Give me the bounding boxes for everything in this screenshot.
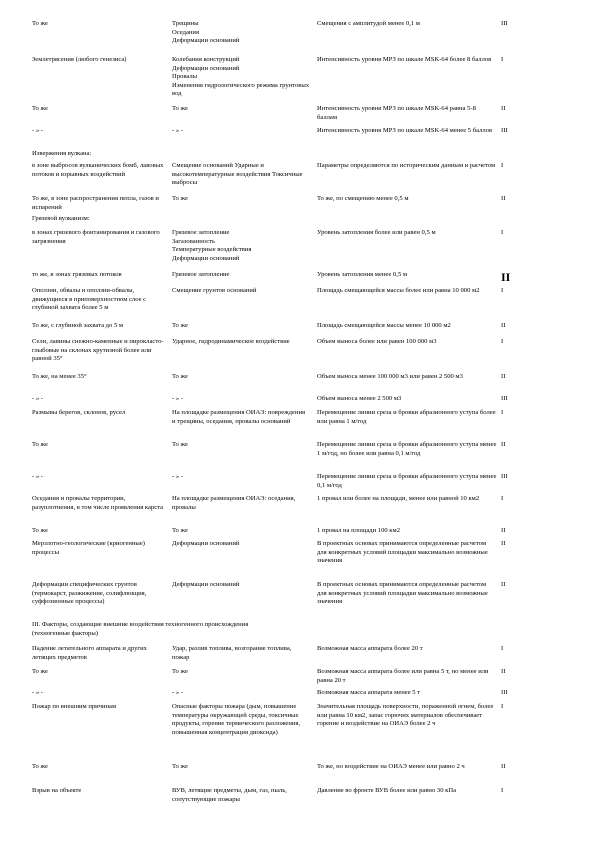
source-cell: То же, с глубиной захвата до 5 м — [32, 322, 124, 329]
criteria-cell: Уровень затопления более или равен 0,5 м — [317, 229, 436, 236]
effect-cell: То же — [172, 441, 188, 448]
criteria-cell: В проектных основах принимаются определенные расчетом для конкретных условий площадки максимально возможные значения — [317, 581, 488, 606]
source-cell: То же — [32, 441, 48, 448]
source-cell: То же — [32, 668, 48, 675]
category-cell: III — [501, 395, 508, 402]
source-cell: - » - — [32, 395, 43, 402]
effect-cell: Колебания конструкций Деформации оснований Провалы Изменения гидрологического режима грунтовых вод — [172, 56, 310, 98]
criteria-cell: Интенсивность уровня МРЗ по шкале MSK-64 менее 5 баллов — [317, 127, 493, 134]
source-cell: Размывы берегов, склонов, русел — [32, 409, 126, 416]
criteria-cell: Возможная масса аппарата более 20 т — [317, 645, 423, 652]
source-cell: Землетрясения (любого генезиса) — [32, 56, 127, 63]
source-cell: Падение летательного аппарата и других летящих предметов — [32, 645, 147, 661]
source-cell: То же, на менее 35° — [32, 373, 87, 380]
criteria-cell: Перемещение линии среза и бровки абразионного уступа менее 1 м/год, но более или равна 0,1 м/год — [317, 441, 497, 457]
category-cell: II — [501, 195, 506, 202]
effect-cell: Ударное, гидродинамическое воздействие — [172, 338, 290, 345]
source-cell: Взрыв на объекте — [32, 787, 82, 794]
criteria-cell: Давление во фронте ВУВ более или равно 30 кПа — [317, 787, 457, 794]
effect-cell: То же — [172, 105, 188, 112]
effect-cell: Деформации оснований — [172, 540, 240, 547]
effect-cell: То же — [172, 322, 188, 329]
source-cell: Грязевой вулканизм: — [32, 215, 90, 222]
effect-cell: ВУВ, летящие предметы, дым, газ, пыль, сопутствующие пожары — [172, 787, 287, 803]
criteria-cell: Объем выноса менее 2 500 м3 — [317, 395, 402, 402]
source-cell: - » - — [32, 689, 43, 696]
criteria-cell: Возможная масса аппарата более или равна 5 т, но менее или равна 20 т — [317, 668, 489, 684]
criteria-cell: Интенсивность уровня МРЗ по шкале MSK-64 равна 5-8 баллам — [317, 105, 476, 121]
source-cell: Оседания и провалы территории, разуплотнения, в том числе проявления карста — [32, 495, 164, 511]
source-cell: Извержения вулкана: — [32, 150, 92, 157]
source-cell: То же — [32, 20, 48, 27]
source-cell: То же, в зоне распространения пепла, газов и испарений — [32, 195, 159, 211]
effect-cell: Грязевое затопление — [172, 271, 230, 278]
effect-cell: То же — [172, 195, 188, 202]
effect-cell: На площадке размещения ОИАЭ: повреждения и трещины, оседания, провалы оснований — [172, 409, 306, 425]
category-cell: II — [501, 373, 506, 380]
criteria-cell: Объем выноса менее 100 000 м3 или равен 2 500 м3 — [317, 373, 463, 380]
category-cell: I — [501, 409, 504, 416]
effect-cell: То же — [172, 373, 188, 380]
category-cell: II — [501, 763, 506, 770]
effect-cell: Смещение оснований Ударные и высокотемпературные воздействия Токсичные выбросы — [172, 162, 303, 187]
category-cell: II — [501, 527, 506, 534]
source-cell: Пожар по внешним причинам — [32, 703, 117, 710]
category-cell: II — [501, 668, 506, 675]
source-cell: в зоне выбросов вулканических бомб, лавовых потоков и взрывных воздействий — [32, 162, 164, 178]
effect-cell: То же — [172, 527, 188, 534]
source-cell: - » - — [32, 473, 43, 480]
category-cell: III — [501, 127, 508, 134]
effect-cell: - » - — [172, 473, 183, 480]
effect-cell: На площадке размещения ОИАЭ: оседания, провалы — [172, 495, 296, 511]
category-cell: I — [501, 495, 504, 502]
criteria-cell: Параметры определяются по историческим данным и расчетом — [317, 162, 496, 169]
criteria-cell: То же, но воздействие на ОИАЭ менее или равно 2 ч — [317, 763, 465, 770]
criteria-cell: Площадь смещающейся массы менее 10 000 м2 — [317, 322, 451, 329]
effect-cell: - » - — [172, 127, 183, 134]
effect-cell: - » - — [172, 395, 183, 402]
criteria-cell: То же, по смещению менее 0,5 м — [317, 195, 409, 202]
criteria-cell: Перемещение линии среза и бровки абразионного уступа более или равна 1 м/год — [317, 409, 496, 425]
criteria-cell: 1 провал на площади 100 км2 — [317, 527, 400, 534]
source-cell: То же — [32, 105, 48, 112]
category-cell: II — [501, 270, 511, 284]
category-cell: I — [501, 229, 504, 236]
category-cell: II — [501, 441, 506, 448]
category-cell: II — [501, 322, 506, 329]
criteria-cell: Перемещение линии среза и бровки абразионного уступа менее 0,1 м/год — [317, 473, 497, 489]
source-cell: в зонах грязевого фонтанирования и газового загрязнения — [32, 229, 160, 245]
category-cell: III — [501, 473, 508, 480]
criteria-cell: Уровень затопления менее 0,5 м — [317, 271, 407, 278]
source-cell: То же — [32, 763, 48, 770]
effect-cell: То же — [172, 763, 188, 770]
source-cell: то же, в зонах грязевых потоков — [32, 271, 122, 278]
criteria-cell: Интенсивность уровня МРЗ по шкале MSK-64 более 8 баллов — [317, 56, 492, 63]
category-cell: I — [501, 787, 504, 794]
category-cell: II — [501, 581, 506, 588]
effect-cell: Трещины Оседания Деформации оснований — [172, 20, 240, 45]
criteria-cell: Смещения с амплитудой менее 0,1 м — [317, 20, 420, 27]
category-cell: I — [501, 645, 504, 652]
effect-cell: Смещение грунтов оснований — [172, 287, 257, 294]
effect-cell: То же — [172, 668, 188, 675]
criteria-cell: Возможная масса аппарата менее 5 т — [317, 689, 421, 696]
category-cell: II — [501, 540, 506, 547]
criteria-cell: Значительная площадь поверхности, пораженной огнем, более или равна 10 км2, запас горючих материалов обеспечивает горение и воздействие на ОИАЭ более 2 ч — [317, 703, 494, 728]
criteria-cell: Площадь смещающейся массы более или равна 10 000 м2 — [317, 287, 480, 294]
category-cell: III — [501, 689, 508, 696]
category-cell: I — [501, 162, 504, 169]
section-title: III. Факторы, создающие внешние воздействия техногенного происхождения (техногенные факторы) — [32, 621, 249, 637]
category-cell: III — [501, 20, 508, 27]
criteria-cell: 1 провал или более на площади, менее или равной 10 км2 — [317, 495, 480, 502]
source-cell: Сели, лавины снежно-каменные и пирокласто-глыбовые на склонах крутизной более или равной 35° — [32, 338, 164, 363]
category-cell: I — [501, 703, 504, 710]
effect-cell: Деформации оснований — [172, 581, 240, 588]
effect-cell: - » - — [172, 689, 183, 696]
source-cell: Оползни, обвалы и оползни-обвалы, движущиеся в приповерхностном слое с глубиной захвата более 5 м — [32, 287, 147, 312]
source-cell: Мерзлотно-геологические (криогенные) процессы — [32, 540, 145, 556]
category-cell: II — [501, 105, 506, 112]
effect-cell: Опасные факторы пожара (дым, повышение температуры окружающей среды, токсичные продукты, горение термического разложения, повышенная концентрация диоксида) — [172, 703, 301, 736]
effect-cell: Удар, разлив топлива, возгорание топлива, пожар — [172, 645, 292, 661]
category-cell: I — [501, 338, 504, 345]
source-cell: - » - — [32, 127, 43, 134]
category-cell: I — [501, 287, 504, 294]
source-cell: То же — [32, 527, 48, 534]
effect-cell: Грязевое затопление Загазованность Температурные воздействия Деформации оснований — [172, 229, 252, 262]
criteria-cell: В проектных основах принимаются определенные расчетом для конкретных условий площадки максимально возможные значения — [317, 540, 488, 565]
criteria-cell: Объем выноса более или равен 100 000 м3 — [317, 338, 437, 345]
category-cell: I — [501, 56, 504, 63]
source-cell: Деформации специфических грунтов (термокарст, разжижение, солифлюкция, суффозионные процессы) — [32, 581, 147, 606]
